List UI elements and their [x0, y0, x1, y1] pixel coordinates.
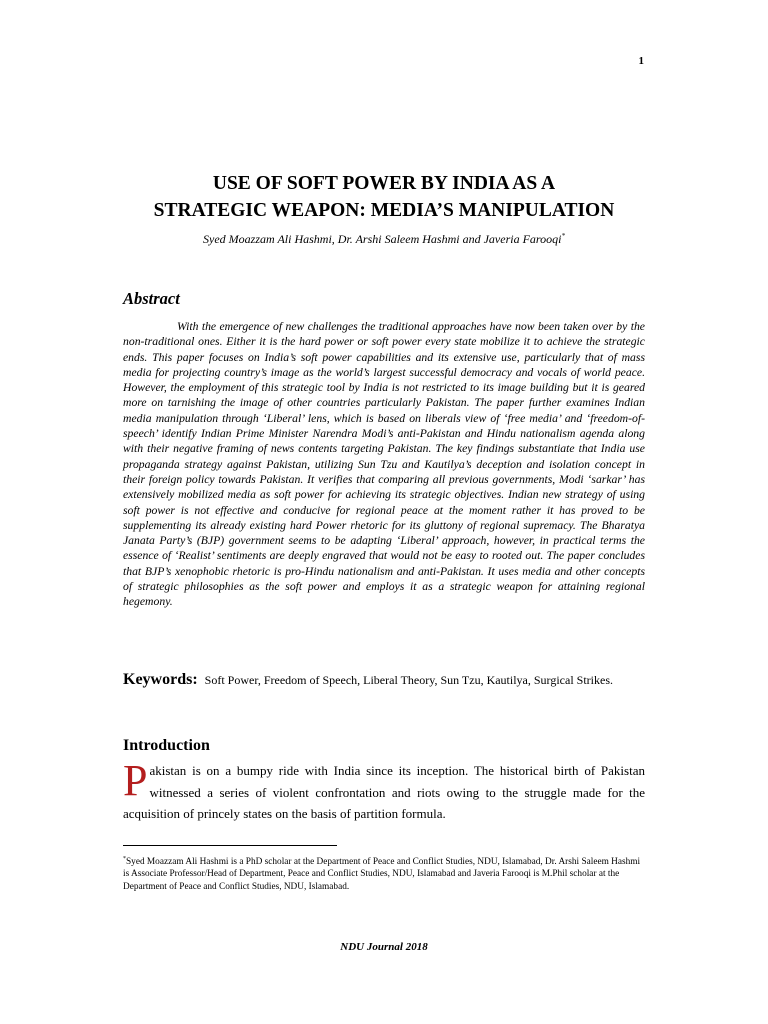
author-names: Syed Moazzam Ali Hashmi, Dr. Arshi Saleem Hashmi and Javeria Farooqi: [203, 232, 562, 246]
footnote: [123, 853, 645, 893]
title-line-2: STRATEGIC WEAPON: MEDIA’S MANIPULATION: [153, 200, 615, 221]
page-number: 1: [638, 55, 644, 67]
author-line: [0, 232, 768, 247]
footnote-text: Syed Moazzam Ali Hashmi is a PhD scholar at the Department of Peace and Conflict Studies, NDU, Islamabad, Dr. Arshi Saleem Hashmi is Associate Professor/Head of Department, Peace and Conflict Studies, NDU, Islamabad and Javeria Farooqi is M.Phil scholar at the Department of Peace and Conflict Studies, NDU, Islamabad.: [123, 857, 641, 892]
introduction-body: [123, 756, 645, 825]
abstract-body: With the emergence of new challenges the traditional approaches have now been taken over by the non-traditional ones. Either it is the hard power or soft power every state mobilize it to achieve the strategic ends. This paper focuses on India’s soft power capabilities and its extensive use, particularly that of mass media for projecting country’s image as the world’s largest successful democracy and vocals of world peace. However, the employment of this strategic tool by India is not restricted to its image building but it is geared more on tarnishing the image of other countries particularly Pakistan. The paper further examines Indian media manipulation through ‘Liberal’ lens, which is based on liberals view of ‘free media’ and ‘freedom-of-speech’ identify Indian Prime Minister Narendra Modi’s anti-Pakistan and Hindu nationalism agenda along with their negative framing of news contents targeting Pakistan. The key findings substantiate that India use propaganda strategy against Pakistan, utilizing Sun Tzu and Kautilya’s deception and isolation concept in their foreign policy towards Pakistan. It verifies that comparing all previous governments, Modi ‘sarkar’ has extensively mobilized media as soft power for achieving its strategic objectives. Indian new strategy of using soft power is not effective and conducive for regional peace at the moment rather it has proved to be supplementing its already existing hard Power rhetoric for its gluttony of regional supremacy. The Bharatya Janata Party’s (BJP) government seems to be adapting ‘Liberal’ approach, however, in practical terms the essence of ‘Realist’ sentiments are deeply engraved that would not be easy to rooted out. The paper concludes that BJP’s xenophobic rhetoric is pro-Hindu nationalism and anti-Pakistan. It uses media and other concepts of strategic philosophies as the soft power and employs it as a strategic weapon for attaining regional hegemony.: [123, 320, 645, 609]
paper-title: [0, 170, 768, 224]
journal-footer: NDU Journal 2018: [340, 941, 428, 953]
introduction-text: akistan is on a bumpy ride with India since its inception. The historical birth of Pakistan witnessed a series of violent confrontation and riots owing to the struggle made for the acquisition of princely states on the basis of partition formula.: [123, 763, 645, 821]
footnote-divider: [123, 845, 337, 846]
footnote-marker: *: [123, 856, 126, 862]
title-line-1: USE OF SOFT POWER BY INDIA AS A: [212, 173, 556, 194]
drop-cap: P: [123, 756, 148, 805]
keywords-text: Soft Power, Freedom of Speech, Liberal Theory, Sun Tzu, Kautilya, Surgical Strikes.: [204, 673, 613, 687]
author-footnote-marker: *: [561, 232, 565, 240]
keywords-label: Keywords:: [123, 671, 198, 688]
introduction-heading: Introduction: [123, 737, 210, 754]
keywords-section: [123, 670, 645, 690]
abstract-heading: Abstract: [123, 289, 180, 308]
